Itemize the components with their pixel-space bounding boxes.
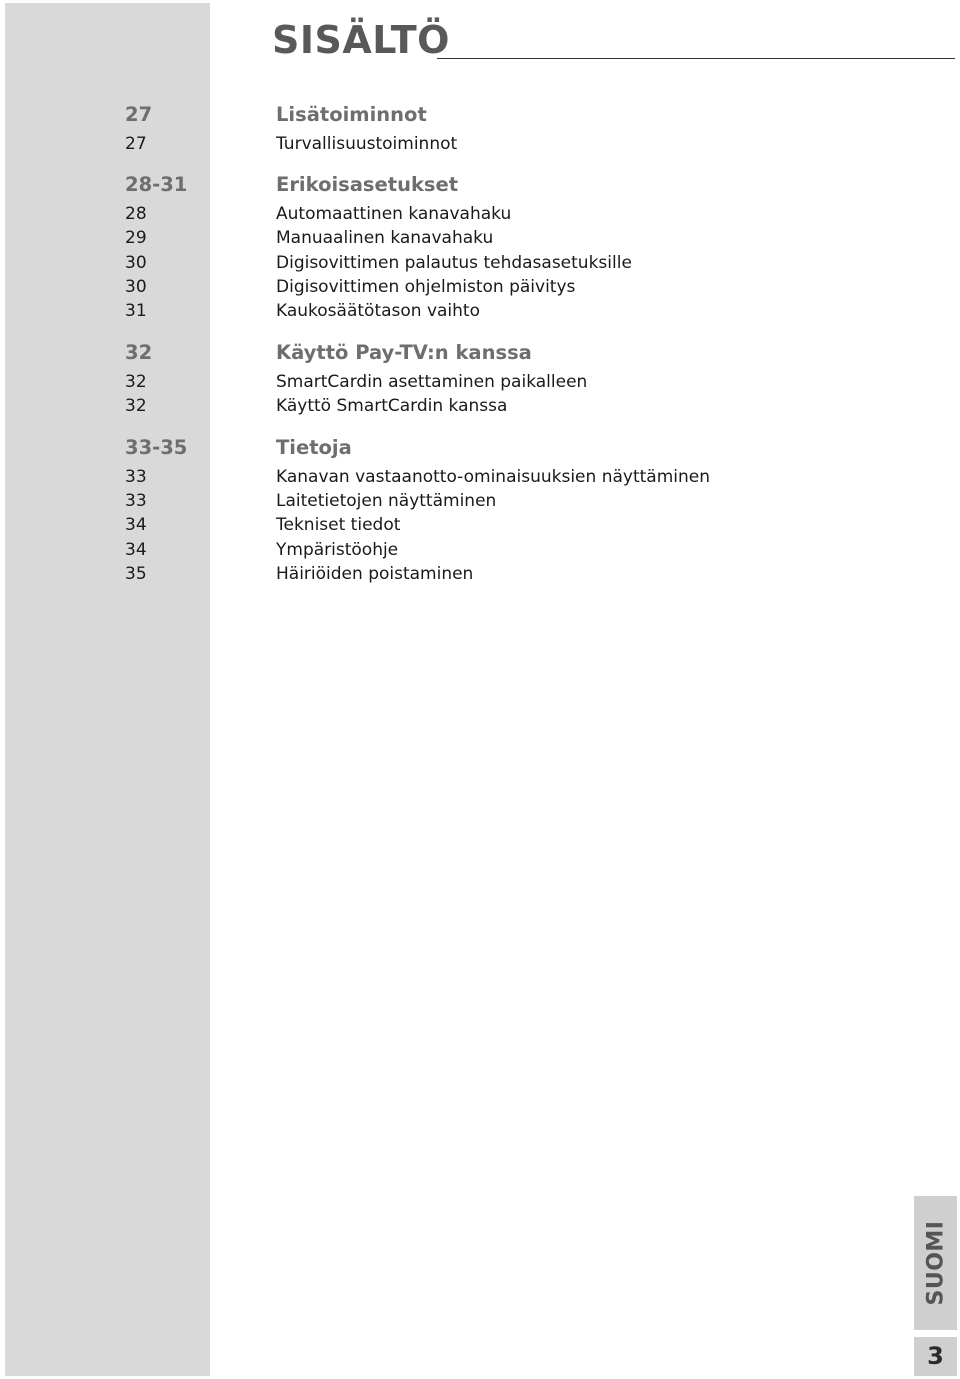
- toc-entry[interactable]: [0, 251, 800, 275]
- section-page: 27: [125, 103, 153, 126]
- entry-page: 28: [125, 204, 147, 224]
- toc-section-heading[interactable]: [0, 436, 800, 460]
- toc-section-heading[interactable]: [0, 341, 800, 365]
- section-title: Tietoja: [276, 436, 352, 459]
- toc-entry[interactable]: [0, 370, 800, 394]
- title-rule: [437, 58, 955, 59]
- language-label: SUOMI: [923, 1220, 948, 1306]
- toc-entry[interactable]: [0, 202, 800, 226]
- entry-page: 27: [125, 134, 147, 154]
- page-number-box: [914, 1337, 957, 1376]
- entry-page: 30: [125, 253, 147, 273]
- toc-entry[interactable]: [0, 513, 800, 537]
- toc-entry[interactable]: [0, 275, 800, 299]
- entry-title: SmartCardin asettaminen paikalleen: [276, 372, 588, 392]
- section-page: 32: [125, 341, 153, 364]
- entry-page: 30: [125, 277, 147, 297]
- entry-title: Kaukosäätötason vaihto: [276, 301, 480, 321]
- toc-entry[interactable]: [0, 465, 800, 489]
- toc-entry[interactable]: [0, 538, 800, 562]
- entry-page: 31: [125, 301, 147, 321]
- entry-title: Turvallisuustoiminnot: [276, 134, 458, 154]
- language-tab: [914, 1196, 957, 1330]
- page-title: SISÄLTÖ: [272, 18, 450, 62]
- section-title: Käyttö Pay-TV:n kanssa: [276, 341, 532, 364]
- entry-title: Häiriöiden poistaminen: [276, 564, 474, 584]
- entry-page: 35: [125, 564, 147, 584]
- section-title: Erikoisasetukset: [276, 173, 459, 196]
- toc-section-heading[interactable]: [0, 103, 800, 127]
- entry-page: 32: [125, 372, 147, 392]
- toc-entry[interactable]: [0, 394, 800, 418]
- entry-title: Tekniset tiedot: [276, 515, 401, 535]
- entry-title: Kanavan vastaanotto-ominaisuuksien näyttäminen: [276, 467, 710, 487]
- section-page: 28-31: [125, 173, 188, 196]
- toc-entry[interactable]: [0, 562, 800, 586]
- entry-page: 34: [125, 540, 147, 560]
- entry-title: Digisovittimen palautus tehdasasetuksille: [276, 253, 632, 273]
- toc-entry[interactable]: [0, 132, 800, 156]
- entry-page: 29: [125, 228, 147, 248]
- section-title: Lisätoiminnot: [276, 103, 427, 126]
- entry-page: 33: [125, 491, 147, 511]
- entry-title: Manuaalinen kanavahaku: [276, 228, 494, 248]
- section-page: 33-35: [125, 436, 188, 459]
- entry-page: 33: [125, 467, 147, 487]
- toc-entry[interactable]: [0, 299, 800, 323]
- toc-section-heading[interactable]: [0, 173, 800, 197]
- entry-page: 32: [125, 396, 147, 416]
- entry-title: Laitetietojen näyttäminen: [276, 491, 497, 511]
- entry-title: Automaattinen kanavahaku: [276, 204, 512, 224]
- page-number: 3: [927, 1342, 944, 1370]
- toc-entry[interactable]: [0, 226, 800, 250]
- entry-title: Ympäristöohje: [276, 540, 399, 560]
- toc-entry[interactable]: [0, 489, 800, 513]
- entry-title: Digisovittimen ohjelmiston päivitys: [276, 277, 576, 297]
- entry-title: Käyttö SmartCardin kanssa: [276, 396, 508, 416]
- entry-page: 34: [125, 515, 147, 535]
